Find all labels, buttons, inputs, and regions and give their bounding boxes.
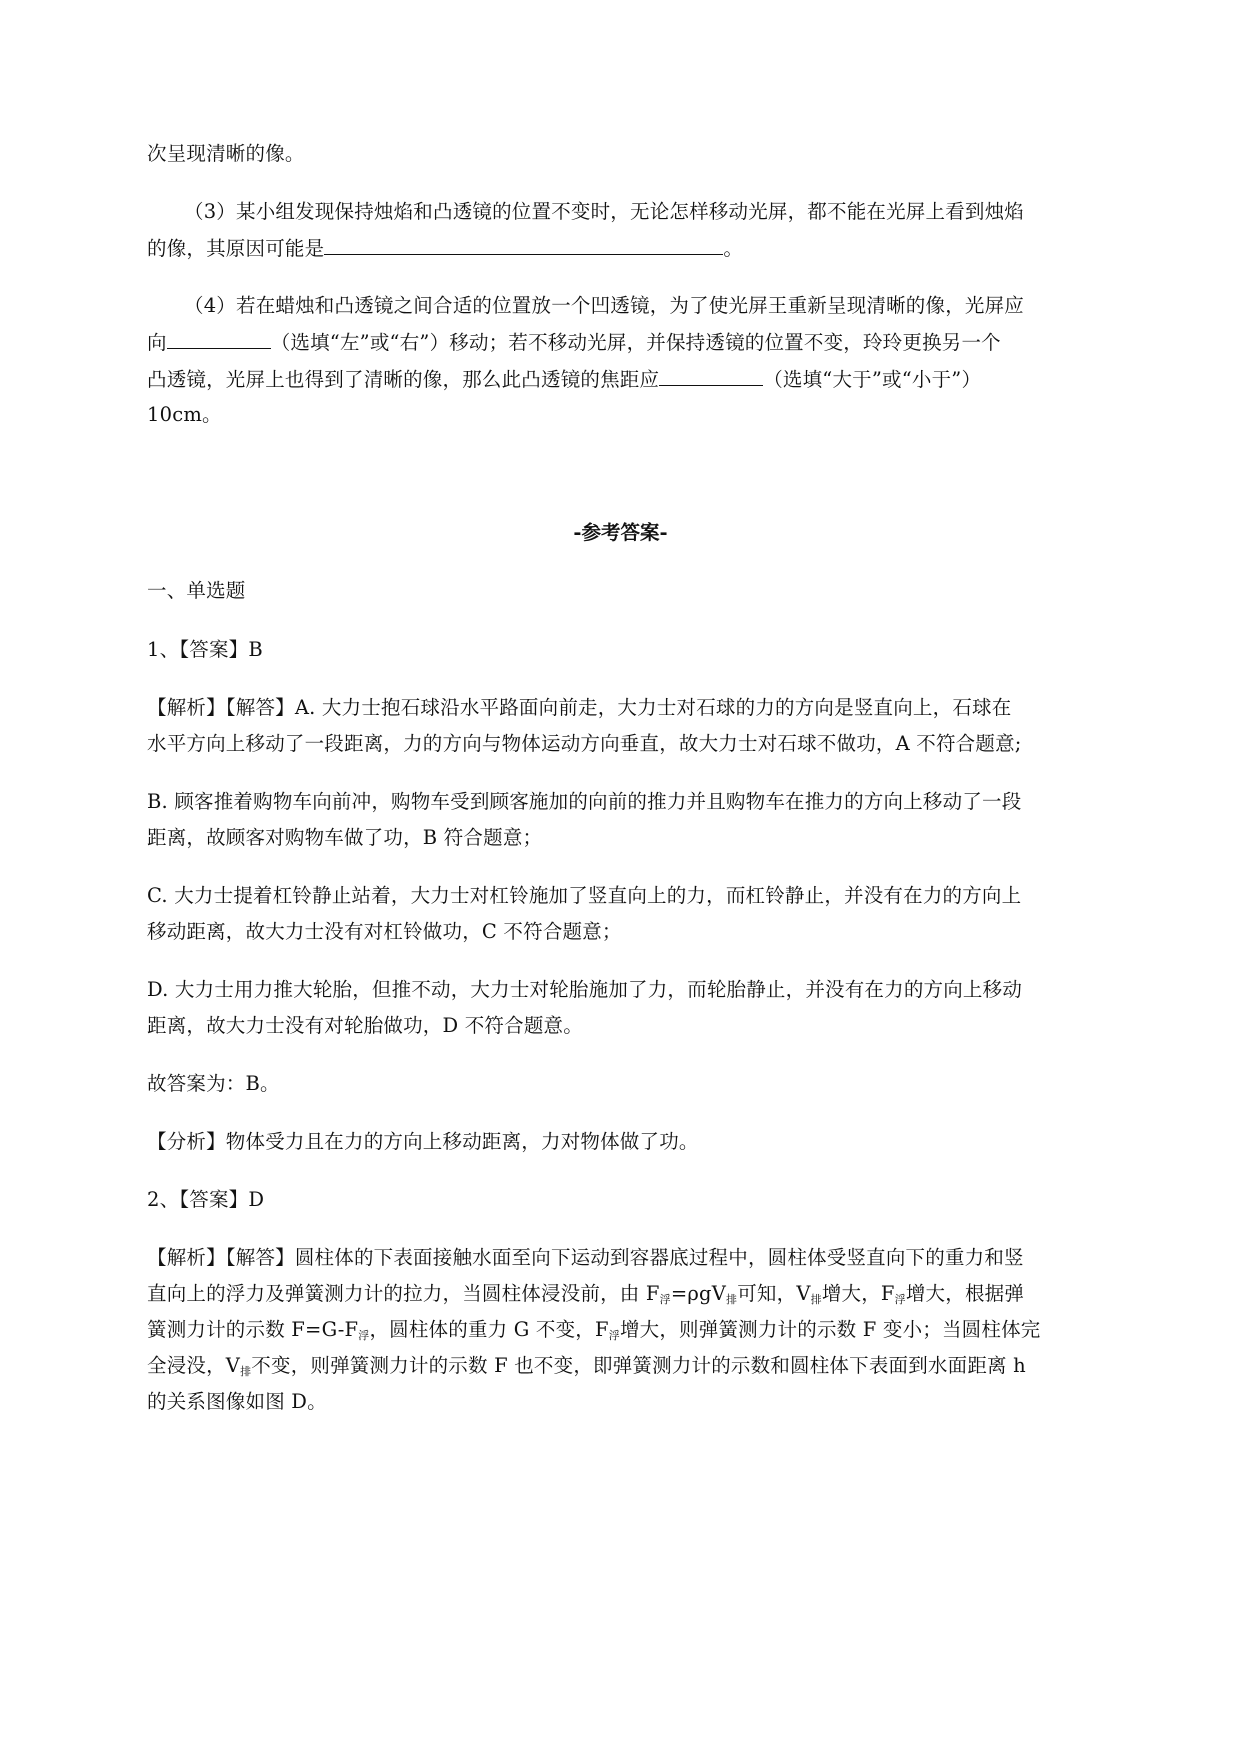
question-3-text: （3）某小组发现保持烛焰和凸透镜的位置不变时，无论怎样移动光屏，都不能在光屏上看到烛焰 (184, 200, 1025, 223)
answer-blank[interactable] (324, 234, 723, 255)
subscript: 浮 (358, 1329, 370, 1342)
q4-prefix: 向 (147, 331, 167, 354)
q3-suffix: 。 (723, 237, 744, 260)
subscript: 排 (726, 1293, 738, 1306)
text-run: 增大，根据弹 (905, 1282, 1025, 1305)
text-run: 可知，V (737, 1282, 811, 1305)
answer-2-analysis-line2 (147, 1280, 1024, 1314)
question-tail-line: 次呈现清晰的像。 (147, 142, 305, 165)
q4-line3-suffix: （选填“大于”或“小于”） (763, 368, 982, 391)
question-4-text: （4）若在蜡烛和凸透镜之间合适的位置放一个凹透镜，为了使光屏王重新呈现清晰的像，光屏应 (184, 294, 1025, 317)
answer-1-option-c-line2: 移动距离，故大力士没有对杠铃做功，C 不符合题意； (147, 920, 622, 943)
subscript: 浮 (894, 1293, 906, 1306)
text-run: =ρgV (670, 1282, 727, 1305)
section-title: 一、单选题 (147, 579, 246, 602)
answer-2-analysis-line5: 的关系图像如图 D。 (147, 1390, 327, 1413)
text-run: 直向上的浮力及弹簧测力计的拉力，当圆柱体浸没前，由 F (147, 1282, 660, 1305)
answer-2-analysis-line3 (147, 1316, 1040, 1350)
question-4-line2 (147, 328, 1001, 357)
answer-1-analysis: 【解析】【解答】A. 大力士抱石球沿水平路面向前走，大力士对石球的力的方向是竖直向上，石球在 (147, 696, 1012, 719)
answer-1-analysis-line2: 水平方向上移动了一段距离，力的方向与物体运动方向垂直，故大力士对石球不做功，A 不符合题意; (147, 732, 1022, 755)
answer-2-analysis-line4 (147, 1352, 1026, 1386)
answer-blank[interactable] (167, 328, 271, 349)
text-run: 增大，则弹簧测力计的示数 F 变小；当圆柱体完 (619, 1318, 1041, 1341)
answer-1-option-b: B. 顾客推着购物车向前冲，购物车受到顾客施加的向前的推力并且购物车在推力的方向上移动了一段 (147, 790, 1022, 813)
subscript: 浮 (608, 1329, 620, 1342)
question-3-line2 (147, 234, 743, 263)
question-4-line3 (147, 365, 981, 394)
q3-prefix: 的像，其原因可能是 (147, 237, 325, 260)
answer-1-note: 【分析】物体受力且在力的方向上移动距离，力对物体做了功。 (147, 1130, 699, 1153)
answer-1-option-c: C. 大力士提着杠铃静止站着，大力士对杠铃施加了竖直向上的力，而杠铃静止，并没有在力的方向上 (147, 884, 1022, 907)
subscript: 排 (240, 1365, 252, 1378)
text-run: 增大，F (821, 1282, 895, 1305)
text-run: 簧测力计的示数 F=G-F (147, 1318, 359, 1341)
text-run: 全浸没，V (147, 1354, 241, 1377)
answers-heading: -参考答案- (573, 521, 668, 544)
q4-line3-prefix: 凸透镜，光屏上也得到了清晰的像，那么此凸透镜的焦距应 (147, 368, 660, 391)
answer-blank[interactable] (659, 365, 763, 386)
subscript: 排 (810, 1293, 822, 1306)
answer-1-conclusion: 故答案为：B。 (147, 1072, 280, 1095)
answer-1-option-b-line2: 距离，故顾客对购物车做了功，B 符合题意； (147, 826, 543, 849)
text-run: 不变，则弹簧测力计的示数 F 也不变，即弹簧测力计的示数和圆柱体下表面到水面距离 h (251, 1354, 1026, 1377)
answer-1-label: 1、【答案】B (147, 638, 263, 661)
q4-suffix: （选填“左”或“右”）移动；若不移动光屏，并保持透镜的位置不变，玲玲更换另一个 (270, 331, 1001, 354)
answer-2-analysis: 【解析】【解答】圆柱体的下表面接触水面至向下运动到容器底过程中，圆柱体受竖直向下的重力和竖 (147, 1246, 1024, 1269)
question-4-line4: 10cm。 (147, 403, 222, 426)
answer-1-option-d: D. 大力士用力推大轮胎，但推不动，大力士对轮胎施加了力，而轮胎静止，并没有在力的方向上移动 (147, 978, 1023, 1001)
text-run: ，圆柱体的重力 G 不变，F (369, 1318, 609, 1341)
answer-1-option-d-line2: 距离，故大力士没有对轮胎做功，D 不符合题意。 (147, 1014, 583, 1037)
subscript: 浮 (659, 1293, 671, 1306)
answer-2-label: 2、【答案】D (147, 1188, 265, 1211)
